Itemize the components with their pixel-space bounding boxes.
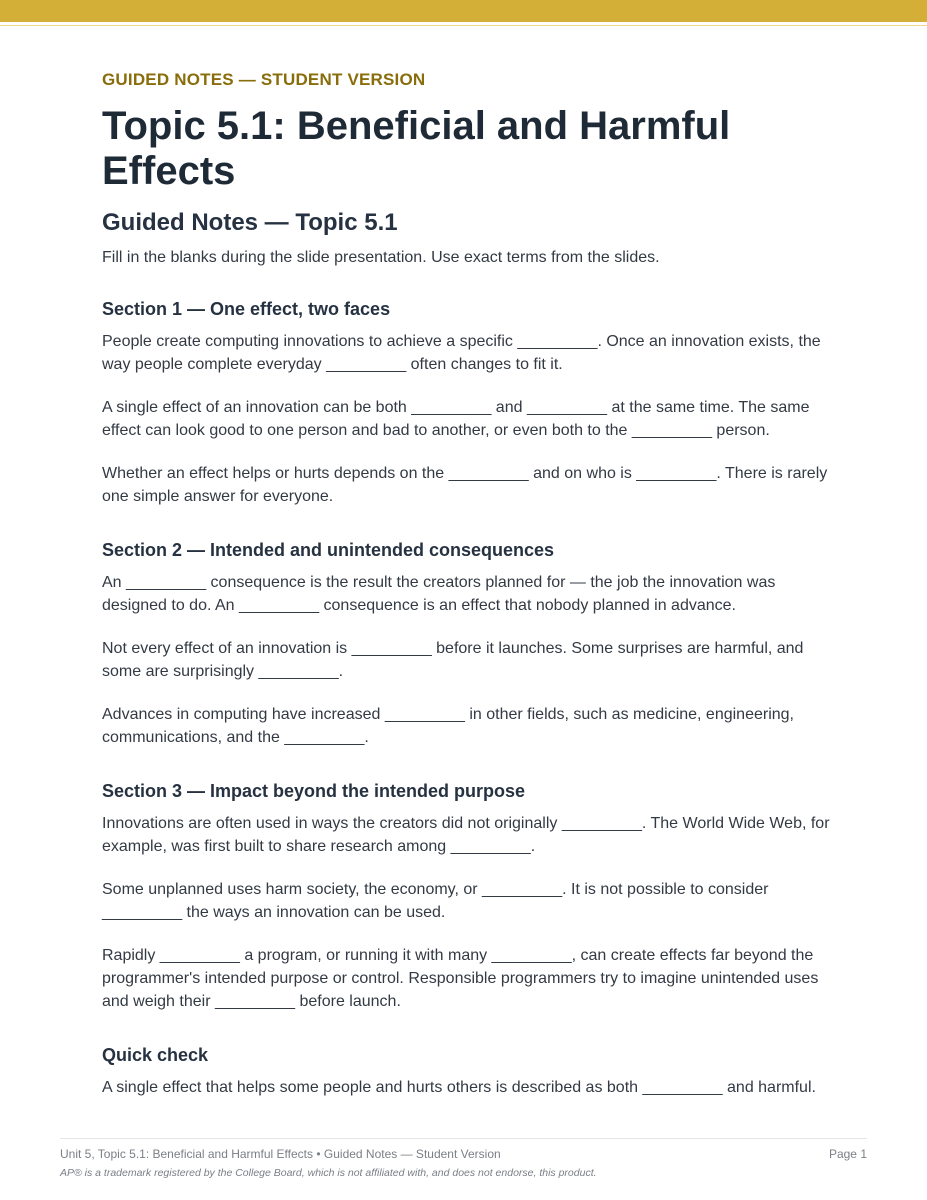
section-1-paragraph-1: People create computing innovations to achieve a specific _________. Once an innovation exists, the way people complete everyday _________ often changes to fit it. (102, 333, 821, 373)
page-subtitle: Guided Notes — Topic 5.1 (102, 209, 398, 236)
page-title: Topic 5.1: Beneficial and Harmful Effects (102, 104, 731, 193)
top-accent-line (0, 25, 927, 26)
section-2-paragraph-3: Advances in computing have increased _________ in other fields, such as medicine, engineering, communications, and the _________. (102, 706, 794, 746)
instructions: Fill in the blanks during the slide presentation. Use exact terms from the slides. (102, 249, 660, 266)
top-accent-bar (0, 0, 927, 22)
section-1-title: Section 1 — One effect, two faces (102, 299, 391, 319)
document-kicker: GUIDED NOTES — STUDENT VERSION (102, 70, 426, 89)
page-footer (60, 1138, 867, 1179)
footer-document-info: Unit 5, Topic 5.1: Beneficial and Harmful Effects • Guided Notes — Student Version (60, 1147, 501, 1161)
section-2-paragraph-2: Not every effect of an innovation is _________ before it launches. Some surprises are harmful, and some are surprisingly _________. (102, 640, 804, 680)
section-1-paragraph-3: Whether an effect helps or hurts depends on the _________ and on who is _________. There is rarely one simple answer for everyone. (102, 465, 828, 505)
trademark-notice: AP® is a trademark registered by the College Board, which is not affiliated with, and does not endorse, this product. (60, 1167, 597, 1179)
quick-check-title: Quick check (102, 1045, 209, 1065)
section-2-title: Section 2 — Intended and unintended consequences (102, 540, 555, 560)
section-3-paragraph-2: Some unplanned uses harm society, the economy, or _________. It is not possible to consider _________ the ways an innovation can be used. (102, 881, 769, 921)
document-body (102, 68, 832, 1099)
quick-check-paragraph: A single effect that helps some people and hurts others is described as both _________ and harmful. (102, 1079, 816, 1096)
section-3-paragraph-1: Innovations are often used in ways the creators did not originally _________. The World Wide Web, for example, was first built to share research among _________. (102, 815, 830, 855)
section-1-paragraph-2: A single effect of an innovation can be both _________ and _________ at the same time. The same effect can look good to one person and bad to another, or even both to the _________ person. (102, 399, 810, 439)
section-3-paragraph-3: Rapidly _________ a program, or running it with many _________, can create effects far beyond the programmer's intended purpose or control. Responsible programmers try to imagine unintended uses and weigh their _________ before launch. (102, 947, 819, 1010)
page-number: Page 1 (828, 1147, 867, 1161)
section-3-title: Section 3 — Impact beyond the intended purpose (102, 781, 526, 801)
section-2-paragraph-1: An _________ consequence is the result the creators planned for — the job the innovation was designed to do. An _________ consequence is an effect that nobody planned in advance. (102, 574, 776, 614)
